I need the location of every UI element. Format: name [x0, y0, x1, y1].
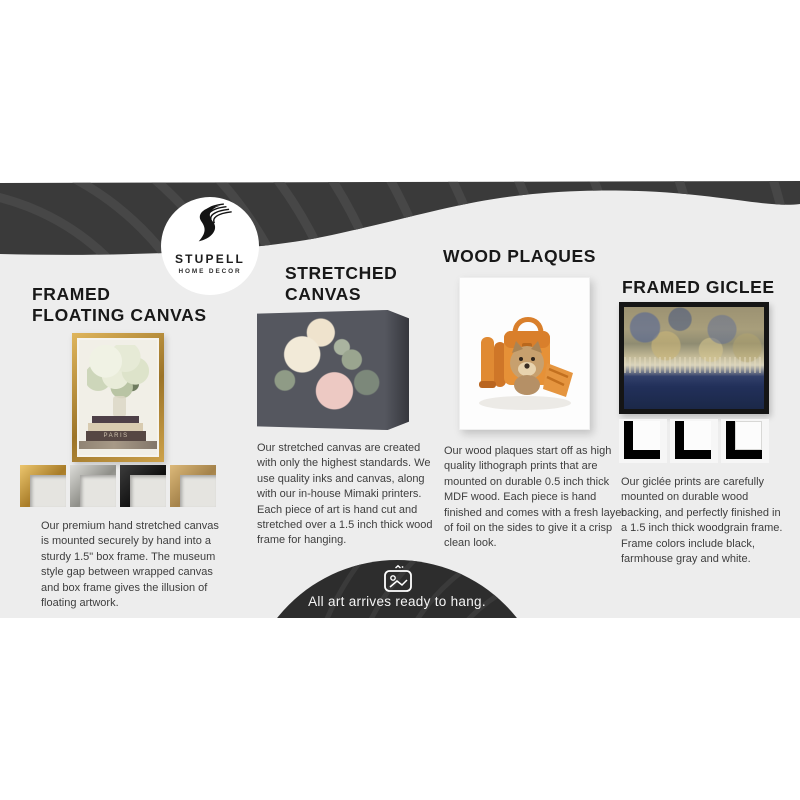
book-stack — [86, 416, 150, 441]
swatch-black — [120, 465, 166, 507]
white-flower-bouquet — [87, 345, 149, 399]
wood-plaques-description: Our wood plaques start off as high quality lithograph prints that are mounted on durable 0.5 inch thick MDF wood. Each piece is hand finished and comes with a fresh layer of foil on the sides to give it a crisp clean look. — [444, 445, 625, 550]
swatch-black-frame — [619, 419, 667, 463]
framed-floating-canvas-image — [72, 333, 164, 462]
brand-tagline: HOME DECOR — [178, 268, 242, 275]
swatch-white-frame — [721, 419, 769, 463]
swatch-brass — [170, 465, 216, 507]
swatch-gray-frame — [670, 419, 718, 463]
canvas-wrapped-edge — [385, 310, 409, 430]
framed-giclee-description: Our giclée prints are carefully mounted on durable wood backing, and perfectly finished in a 1.5 inch thick woodgrain frame. Frame colors include black, farmhouse gray and white. — [621, 476, 783, 565]
floating-frame-color-swatches — [20, 465, 216, 507]
stupell-logo-icon — [184, 197, 236, 251]
stretched-canvas-image — [257, 310, 409, 430]
glass-vase — [113, 396, 126, 417]
framed-floating-canvas-description: Our premium hand stretched canvas is mounted securely by hand into a sturdy 1.5" box frame. The museum style gap between wrapped canvas and box frame gives the illusion of floating artwork. — [41, 520, 219, 609]
section-title-framed-floating-canvas: FRAMED FLOATING CANVAS — [32, 284, 207, 325]
section-title-framed-giclee: FRAMED GICLEE — [622, 277, 775, 297]
dog-purse-illustration — [459, 277, 590, 430]
brand-name: STUPELL — [174, 252, 246, 266]
swatch-silver — [70, 465, 116, 507]
giclee-frame-color-swatches — [619, 419, 769, 463]
paris-book-spine: PARIS — [86, 431, 146, 441]
framed-giclee-image — [619, 302, 769, 414]
ready-to-hang-banner — [244, 560, 550, 618]
rose-anemone-art — [265, 318, 390, 421]
banner-text: All art arrives ready to hang. — [308, 594, 486, 609]
floral-book-art — [79, 340, 157, 455]
abstract-blue-gold-art — [624, 307, 764, 409]
stretched-canvas-description: Our stretched canvas are created with only the highest standards. We use quality inks and canvas, along with our in-house Mimaki printers. Each piece of art is hand cut and stretched over a 1.5 inch thick wood frame for hanging. — [257, 442, 433, 547]
section-title-stretched-canvas: STRETCHED CANVAS — [285, 263, 398, 304]
table-edge — [79, 441, 157, 449]
section-title-wood-plaques: WOOD PLAQUES — [443, 246, 597, 266]
swatch-gold — [20, 465, 66, 507]
wood-plaque-image — [459, 277, 590, 430]
brand-logo — [161, 197, 259, 295]
header-band — [0, 0, 800, 262]
